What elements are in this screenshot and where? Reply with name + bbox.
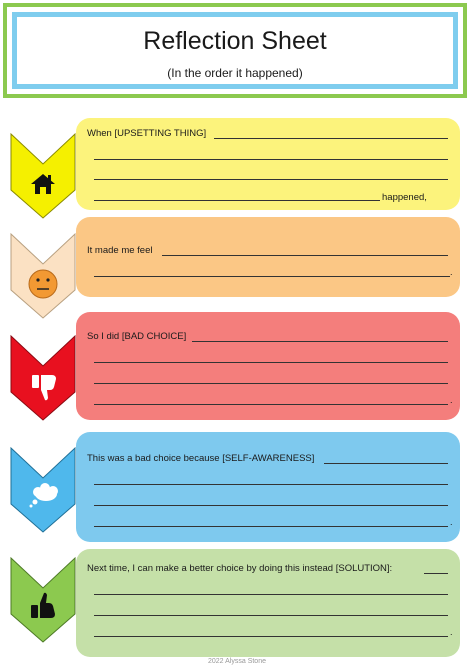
- section-4-prompt: This was a bad choice because [SELF-AWARENESS]: [87, 453, 315, 464]
- section-3-card: [76, 312, 460, 420]
- section-1-suffix: happened,: [382, 192, 427, 203]
- answer-line[interactable]: [94, 404, 448, 405]
- period: .: [450, 517, 453, 527]
- answer-line[interactable]: [94, 362, 448, 363]
- section-2-prompt: It made me feel: [87, 245, 153, 256]
- section-1-prompt: When [UPSETTING THING]: [87, 128, 207, 139]
- answer-line[interactable]: [94, 276, 450, 277]
- answer-line[interactable]: [94, 636, 448, 637]
- section-2-chevron: [10, 228, 76, 320]
- header-box: [12, 12, 458, 89]
- section-5-prompt: Next time, I can make a better choice by doing this instead [SOLUTION]:: [87, 563, 393, 574]
- period: .: [450, 627, 453, 637]
- period: .: [450, 395, 453, 405]
- section-1-chevron: [10, 128, 76, 220]
- section-3-chevron: [10, 330, 76, 422]
- answer-line[interactable]: [94, 505, 448, 506]
- answer-line[interactable]: [192, 341, 448, 342]
- section-1-card: [76, 118, 460, 210]
- answer-line[interactable]: [324, 463, 448, 464]
- page-title: Reflection Sheet: [143, 27, 327, 55]
- section-4-chevron: [10, 442, 76, 534]
- answer-line[interactable]: [94, 594, 448, 595]
- answer-line[interactable]: [94, 615, 448, 616]
- answer-line[interactable]: [214, 138, 448, 139]
- header-frame: [3, 3, 467, 98]
- answer-line[interactable]: [94, 179, 448, 180]
- section-5-chevron: [10, 552, 76, 644]
- section-4-card: [76, 432, 460, 542]
- page-subtitle: (In the order it happened): [167, 66, 303, 80]
- section-5-card: [76, 549, 460, 657]
- answer-line[interactable]: [424, 573, 448, 574]
- period: .: [450, 267, 453, 277]
- copyright-footer: 2022 Alyssa Stone: [208, 658, 266, 665]
- answer-line[interactable]: [94, 526, 448, 527]
- section-2-card: [76, 217, 460, 297]
- answer-line[interactable]: [162, 255, 448, 256]
- section-3-prompt: So I did [BAD CHOICE]: [87, 331, 187, 342]
- answer-line[interactable]: [94, 159, 448, 160]
- answer-line[interactable]: [94, 200, 380, 201]
- answer-line[interactable]: [94, 484, 448, 485]
- answer-line[interactable]: [94, 383, 448, 384]
- neutral-face-icon: [29, 270, 57, 298]
